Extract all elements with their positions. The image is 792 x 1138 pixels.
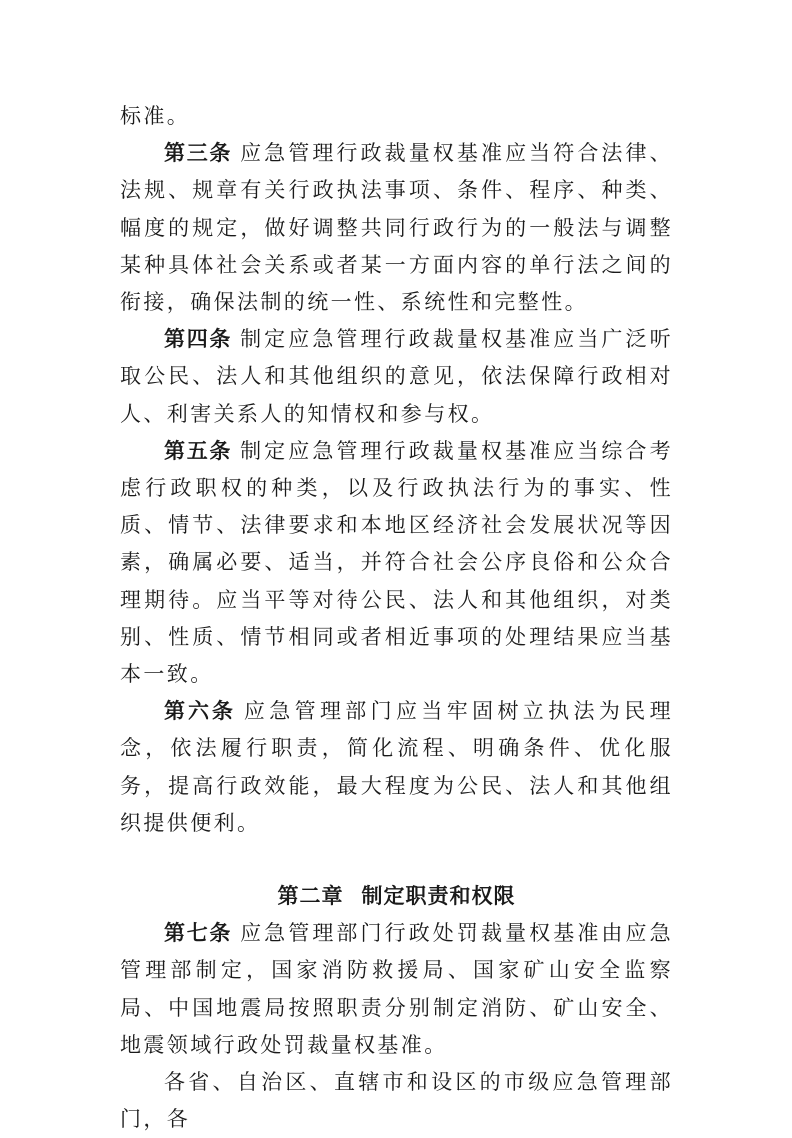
chapter-title: 制定职责和权限	[361, 884, 516, 909]
article-4	[120, 321, 673, 433]
article-3	[120, 135, 673, 321]
article-5	[120, 433, 673, 693]
article-7	[120, 915, 673, 1064]
trailing-paragraph: 各省、自治区、直辖市和设区的市级应急管理部门，各	[120, 1070, 673, 1132]
article-label: 第五条	[164, 438, 233, 463]
article-text: 应急管理部门行政处罚裁量权基准由应急管理部制定，国家消防救援局、国家矿山安全监察局、中国地震局按照职责分别制定消防、矿山安全、地震领域行政处罚裁量权基准。	[120, 921, 674, 1057]
article-text: 制定应急管理行政裁量权基准应当综合考虑行政职权的种类，以及行政执法行为的事实、性质、情节、法律要求和本地区经济社会发展状况等因素，确属必要、适当，并符合社会公序良俗和公众合理期待。应当平等对待公民、法人和其他组织，对类别、性质、情节相同或者相近事项的处理结果应当基本一致。	[120, 438, 674, 687]
chapter-number: 第二章	[277, 884, 344, 909]
article-6	[120, 693, 673, 842]
article-text: 制定应急管理行政裁量权基准应当广泛听取公民、法人和其他组织的意见，依法保障行政相对人、利害关系人的知情权和参与权。	[120, 327, 674, 426]
chapter-heading	[120, 878, 673, 915]
article-text: 应急管理行政裁量权基准应当符合法律、法规、规章有关行政执法事项、条件、程序、种类、幅度的规定，做好调整共同行政行为的一般法与调整某种具体社会关系或者某一方面内容的单行法之间的衔接，确保法制的统一性、系统性和完整性。	[120, 141, 674, 315]
document-page	[120, 98, 673, 1138]
article-text: 应急管理部门应当牢固树立执法为民理念，依法履行职责，简化流程、明确条件、优化服务，提高行政效能，最大程度为公民、法人和其他组织提供便利。	[120, 699, 673, 835]
article-label: 第四条	[164, 327, 233, 352]
article-label: 第六条	[164, 699, 236, 724]
article-label: 第七条	[164, 921, 233, 946]
article-label: 第三条	[164, 141, 233, 166]
continued-paragraph: 标准。	[120, 104, 191, 128]
